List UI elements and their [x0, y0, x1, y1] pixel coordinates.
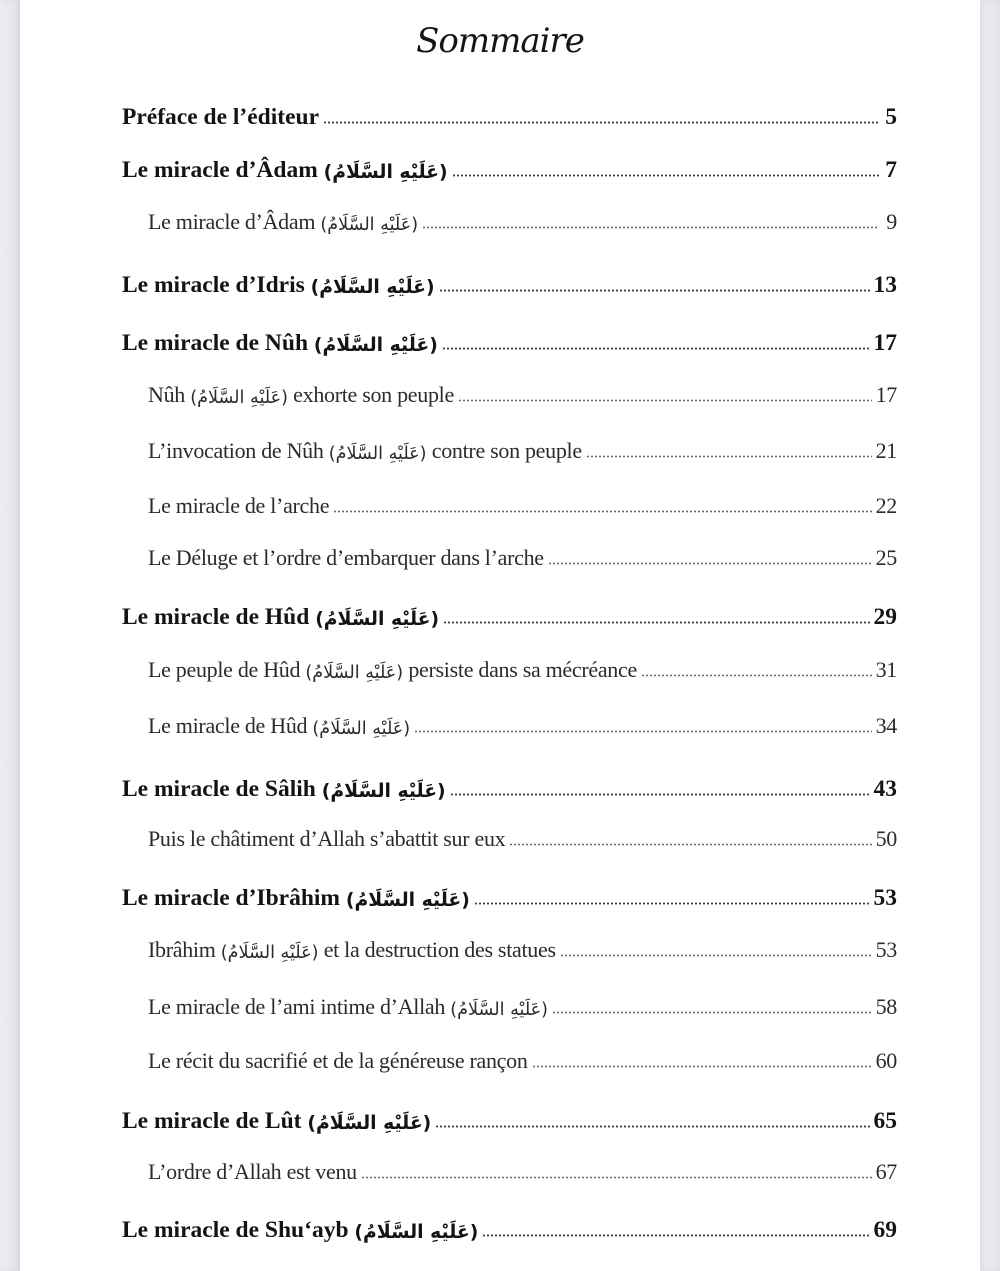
honorific-glyph-icon: (عَلَيْهِ السَّلَامُ) [220, 943, 319, 963]
toc-entry-title: Le miracle de Nûh [122, 330, 309, 356]
page-number: 13 [873, 272, 897, 298]
page-number: 7 [885, 157, 897, 183]
toc-entry-title: Le miracle d’Âdam [122, 157, 318, 183]
left-page-edge [0, 0, 20, 1271]
dot-leader [439, 289, 870, 292]
toc-entry-title-suffix: persiste dans sa mécréance [408, 657, 637, 682]
dot-leader [442, 347, 870, 350]
toc-chapter-entry[interactable] [122, 1214, 897, 1246]
toc-entry-title: Nûh [148, 382, 185, 407]
honorific-glyph-icon: (عَلَيْهِ السَّلَامُ) [328, 444, 427, 464]
honorific-glyph-icon: (عَلَيْهِ السَّلَامُ) [305, 663, 404, 683]
dot-leader [361, 1176, 872, 1179]
toc-entry-title: Le miracle de Shu‘ayb [122, 1217, 349, 1243]
toc-entry-label [122, 1105, 431, 1139]
dot-leader [641, 674, 872, 677]
toc-entry-title: Le miracle d’Âdam [148, 209, 316, 234]
page-number: 69 [873, 1217, 897, 1243]
toc-entry-label [148, 206, 418, 240]
toc-entry-label [122, 882, 470, 916]
honorific-glyph-icon: (عَلَيْهِ السَّلَامُ) [313, 335, 438, 356]
toc-section-entry[interactable] [148, 1045, 897, 1077]
toc-chapter-entry[interactable] [122, 773, 897, 805]
toc-entry-label [148, 1045, 528, 1077]
page-number: 43 [873, 776, 897, 802]
document-page [20, 0, 980, 1271]
dot-leader [532, 1065, 872, 1068]
toc-entry-title: Le miracle de Sâlih [122, 776, 316, 802]
page-number: 50 [875, 826, 897, 851]
toc-section-entry[interactable] [148, 823, 897, 855]
toc-entry-title: Le miracle de Hûd [148, 713, 308, 738]
dot-leader [450, 793, 870, 796]
toc-section-entry[interactable] [148, 934, 897, 966]
toc-entry-title-suffix: contre son peuple [431, 438, 582, 463]
toc-section-entry[interactable] [148, 1156, 897, 1188]
toc-entry-title: L’invocation de Nûh [148, 438, 324, 463]
toc-entry-title: Le miracle d’Idris [122, 272, 305, 298]
page-number: 17 [873, 330, 897, 356]
toc-entry-title-suffix: et la destruction des statues [323, 937, 556, 962]
toc-entry-label [148, 435, 582, 469]
toc-entry-title: Le miracle de Lût [122, 1108, 302, 1134]
toc-entry-title: Le miracle de Hûd [122, 604, 310, 630]
toc-entry-label [148, 710, 410, 744]
page-number: 17 [875, 382, 897, 407]
toc-section-entry[interactable] [148, 379, 897, 411]
toc-entry-title: L’ordre d’Allah est venu [148, 1159, 357, 1184]
toc-entry-title: Le miracle de l’ami intime d’Allah [148, 994, 446, 1019]
honorific-glyph-icon: (عَلَيْهِ السَّلَامُ) [321, 781, 446, 802]
page-number: 67 [875, 1159, 897, 1184]
page-number: 31 [875, 657, 897, 682]
page-number: 60 [875, 1048, 897, 1073]
toc-entry-title: Ibrâhim [148, 937, 216, 962]
toc-entry-label [148, 1156, 357, 1188]
toc-entry-label [122, 773, 446, 807]
toc-entry-title: Le récit du sacrifié et de la généreuse rançon [148, 1048, 528, 1073]
honorific-glyph-icon: (عَلَيْهِ السَّلَامُ) [310, 277, 435, 298]
toc-entry-title: Le miracle de l’arche [148, 493, 330, 518]
toc-chapter-entry[interactable] [122, 601, 897, 633]
toc-chapter-entry[interactable] [122, 154, 897, 186]
toc-entry-label [122, 154, 448, 188]
toc-entry-label [148, 379, 454, 413]
dot-leader [552, 1011, 872, 1014]
page-number: 58 [875, 994, 897, 1019]
toc-entry-label [122, 327, 438, 361]
toc-entry-label [122, 269, 435, 303]
toc-entry-label [148, 934, 556, 968]
page-number: 9 [886, 209, 897, 234]
toc-entry-label [122, 601, 439, 635]
honorific-glyph-icon: (عَلَيْهِ السَّلَامُ) [450, 1000, 549, 1020]
toc-entry-label [148, 823, 505, 855]
toc-entry-label [148, 991, 548, 1025]
toc-entry-title-suffix: exhorte son peuple [293, 382, 454, 407]
toc-chapter-entry[interactable] [122, 269, 897, 301]
toc-entry-label [122, 1214, 478, 1248]
toc-entry-label [148, 542, 544, 574]
toc-entry-label [148, 654, 637, 688]
toc-chapter-entry[interactable] [122, 1105, 897, 1137]
toc-section-entry[interactable] [148, 435, 897, 467]
toc-chapter-entry[interactable] [122, 101, 897, 133]
page-number: 53 [875, 937, 897, 962]
honorific-glyph-icon: (عَلَيْهِ السَّلَامُ) [190, 388, 288, 408]
dot-leader [443, 621, 869, 624]
toc-section-entry[interactable] [148, 490, 897, 522]
toc-entry-title: Préface de l’éditeur [122, 104, 320, 130]
dot-leader [458, 399, 872, 402]
dot-leader [560, 954, 872, 957]
dot-leader [435, 1125, 869, 1128]
toc-entry-title: Le peuple de Hûd [148, 657, 301, 682]
honorific-glyph-icon: (عَلَيْهِ السَّلَامُ) [312, 719, 411, 739]
dot-leader [509, 843, 871, 846]
toc-section-entry[interactable] [148, 654, 897, 686]
page-number: 22 [875, 493, 897, 518]
dot-leader [548, 562, 872, 565]
page-number: 65 [873, 1108, 897, 1134]
dot-leader [452, 174, 879, 177]
toc-section-entry[interactable] [148, 206, 897, 238]
dot-leader [323, 121, 879, 124]
toc-entry-title: Puis le châtiment d’Allah s’abattit sur eux [148, 826, 506, 851]
toc-entry-label [122, 101, 319, 133]
honorific-glyph-icon: (عَلَيْهِ السَّلَامُ) [354, 1222, 479, 1243]
honorific-glyph-icon: (عَلَيْهِ السَّلَامُ) [345, 890, 470, 911]
dot-leader [482, 1234, 869, 1237]
honorific-glyph-icon: (عَلَيْهِ السَّلَامُ) [320, 215, 419, 235]
dot-leader [474, 902, 870, 905]
table-of-contents [20, 0, 980, 1271]
toc-chapter-entry[interactable] [122, 327, 897, 359]
toc-entry-title: Le Déluge et l’ordre d’embarquer dans l’arche [148, 545, 544, 570]
toc-section-entry[interactable] [148, 991, 897, 1023]
page-number: 5 [885, 104, 897, 130]
honorific-glyph-icon: (عَلَيْهِ السَّلَامُ) [323, 162, 448, 183]
dot-leader [586, 455, 872, 458]
toc-section-entry[interactable] [148, 542, 897, 574]
page-number: 53 [873, 885, 897, 911]
page-number: 21 [875, 438, 897, 463]
honorific-glyph-icon: (عَلَيْهِ السَّلَامُ) [315, 609, 440, 630]
page-title: Sommaire [416, 21, 584, 61]
page-number: 34 [875, 713, 897, 738]
right-scrollbar-edge [980, 0, 1000, 1271]
dot-leader [422, 226, 879, 229]
toc-chapter-entry[interactable] [122, 882, 897, 914]
page-number: 29 [873, 604, 897, 630]
dot-leader [414, 730, 871, 733]
dot-leader [333, 510, 871, 513]
toc-entry-title: Le miracle d’Ibrâhim [122, 885, 340, 911]
toc-entry-label [148, 490, 329, 522]
honorific-glyph-icon: (عَلَيْهِ السَّلَامُ) [307, 1113, 432, 1134]
page-number: 25 [875, 545, 897, 570]
toc-section-entry[interactable] [148, 710, 897, 742]
